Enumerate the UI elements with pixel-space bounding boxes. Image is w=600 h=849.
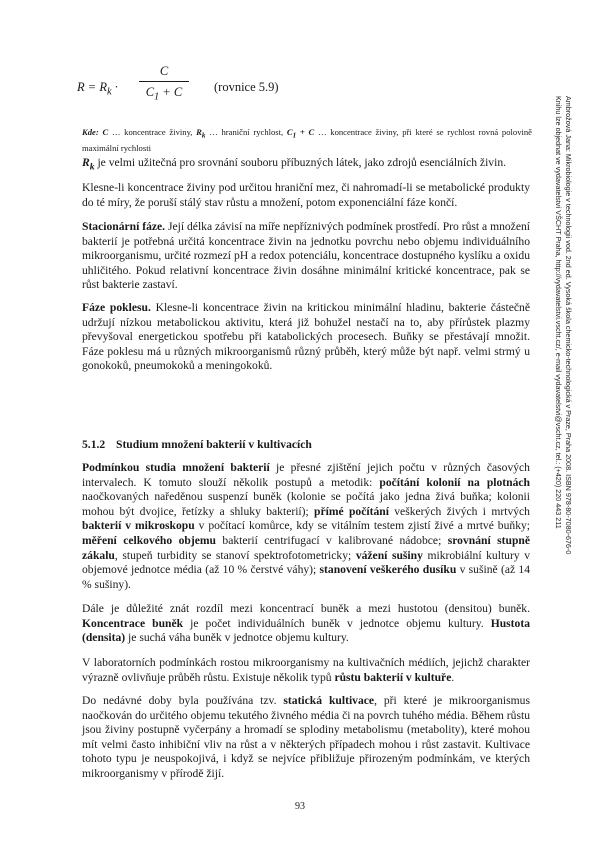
p5-t8: v sušině (až 14 % sušiny).	[82, 563, 530, 591]
side-note-line-2: Knihu lze objednat ve vydavatelství VŠCHT Praha, http://vydavatelstvi.vscht.cz/, e-mail vydavatelstvi@vscht.cz, tel.: (+420) 220 443 211	[554, 96, 563, 529]
equation-lhs-text: R = R	[77, 80, 107, 94]
equation-denominator-sub: 1	[154, 91, 160, 103]
p5-b6: srovnání stupně zákalu	[82, 533, 530, 562]
p1-rk-sub: k	[89, 161, 95, 173]
legend-rk-text: … hraniční rychlost,	[205, 127, 287, 137]
equation-denominator-text: C	[145, 85, 155, 99]
section-title: Studium množení bakterií v kultivacích	[116, 438, 312, 451]
p5-b1: Podmínkou studia množení bakterií	[82, 461, 270, 474]
p6-b1: Koncentrace buněk	[82, 616, 184, 630]
legend-c1-plus: + C	[296, 127, 315, 137]
legend-c1-text: … koncentrace živiny, při které se rychlost rovná polovině maximální rychlosti	[82, 127, 532, 153]
side-note-line-1: Ambrožová Jana: Mikrobiologie v technologii vod. 2nd ed. Vysoká škola chemicko-technologická v Praze, Praha 2008. ISBN 978-80-7080-676-0	[564, 96, 573, 555]
p4-text: Klesne-li koncentrace živin na kritickou minimální hladinu, bakterie částečně udržují nízkou metabolickou aktivitu, která již bohužel nestačí na to, aby přírůstek plazmy převyšoval energetickou spotřebu při katabolických procesech. Buňky se přestávají množit. Fáze poklesu má u různých mikroorganismů různý průběh, který může být např. velmi strmý u gonokoků, pneumokoků a meningokoků.	[82, 301, 530, 373]
p5-t1: je přesné zjištění jejich počtu v různých časových intervalech. K tomuto slouží několik postupů a metodik:	[82, 461, 530, 489]
paragraph-exponential-end: Klesne-li koncentrace živiny pod určitou hraniční mez, či nahromadí-li se metabolické produkty do té míry, že poruší stálý stav růstu a množení, potom exponenciální fáze končí.	[82, 181, 530, 209]
p5-b7: vážení sušiny	[355, 548, 423, 562]
p3-bold: Stacionární fáze.	[82, 220, 166, 233]
equation-denominator	[139, 82, 189, 103]
p5-b5: měření celkového objemu	[82, 533, 216, 547]
paragraph-concentration-density	[82, 602, 530, 646]
legend-c1-sub: 1	[292, 131, 297, 140]
p5-t7: mikrobiální kultury v objemové jednotce média (až 10 % čerstvé váhy);	[82, 548, 531, 577]
p7-t1: V laboratorních podmínkách rostou mikroorganismy na kultivačních médiích, jejichž charakter výrazně ovlivňuje průběh růstu. Existuje několik typů	[82, 656, 530, 684]
p5-b4: bakterií v mikroskopu	[82, 519, 195, 533]
p8-b1: statická kultivace	[283, 694, 375, 707]
p6-t1: Dále je důležité znát rozdíl mezi koncentrací buněk a mezi hustotou (densitou) buněk.	[82, 602, 530, 615]
p5-t4: v počítací komůrce, kdy se vitálním testem zjistí živé a mrtvé buňky;	[194, 519, 531, 533]
p8-t1: Do nedávné doby byla používána tzv.	[82, 694, 284, 707]
equation-denominator-rest: + C	[159, 85, 183, 99]
legend-rk: R	[196, 127, 202, 137]
p5-b3: přímé počítání	[314, 504, 389, 518]
p3-text: Její délka závisí na míře nepříznivých podmínek prostředí. Pro růst a množení bakterií je potřebná určitá koncentrace živin na jednotku povrchu nebo objemu individuálního mikroorganismu, určité rozmezí pH a redox potenciálu, koncentrace dostupného kyslíku a oxidu uhličitého. Pokud relativní koncentrace živin dosáhne minimální kritické koncentrace, pak se růst bakterie zastaví.	[82, 220, 530, 292]
p5-t6: , stupeň turbidity se stanoví spektrofotometricky;	[114, 548, 356, 562]
equation-number: (rovnice 5.9)	[214, 80, 279, 94]
equation-lhs-sub: k	[106, 86, 112, 98]
p1-rk: R	[82, 156, 90, 169]
p5-b8: stanovení veškerého dusíku	[319, 563, 457, 577]
legend-rk-sub: k	[201, 131, 206, 140]
legend-c-text: … koncentrace živiny,	[108, 127, 197, 137]
p5-b2: počítání kolonií na plotnách	[379, 475, 530, 489]
p4-bold: Fáze poklesu.	[82, 301, 151, 314]
p6-b2: Hustota (densita)	[82, 616, 530, 645]
paragraph-decline-phase	[82, 301, 530, 374]
p7-b1: růstu bakterií v kultuře	[334, 670, 452, 684]
equation-numerator: C	[159, 64, 169, 78]
p1-text: je velmi užitečná pro srovnání souboru příbuzných látek, jako zdrojů esenciálních živin.	[94, 156, 507, 169]
page-number: 93	[295, 801, 305, 812]
legend-kde: Kde:	[82, 127, 99, 137]
p8-t2: , při které je mikroorganismus naočkován do určitého objemu tekutého živného média či na povrch tuhého média. Během růstu jsou živiny postupně vyčerpány a hromadí se splodiny metabolismu (metabolity), které mohou mít velmi často inhibiční vliv na růst a v některých případech mohou i růst zastavit. Kultivace tohoto typu je neuspokojivá, i když se nejvíce přibližuje přirozeným podmínkám, ve kterých mikroorganismy v přírodě žijí.	[82, 694, 530, 780]
section-heading	[82, 438, 312, 451]
paragraph-rk	[82, 156, 530, 175]
side-copyright-note	[551, 96, 573, 686]
p6-t3: je suchá váha buněk v jednotce objemu kultury.	[125, 631, 349, 645]
equation-legend	[82, 126, 532, 154]
paragraph-culture-growth	[82, 656, 530, 685]
side-note-rotated	[553, 96, 573, 554]
legend-c: C	[102, 127, 109, 137]
p7-t2: .	[451, 670, 455, 684]
p5-t5: bakterií centrifugací v kalibrované nádobce;	[215, 533, 448, 547]
equation-dot: ·	[111, 80, 118, 94]
p6-t2: je počet individuálních buněk v jednotce objemu kultury.	[183, 616, 491, 630]
paragraph-stationary-phase	[82, 220, 530, 293]
equation-fraction	[139, 64, 189, 103]
paragraph-static-cultivation	[82, 694, 530, 782]
equation-lhs	[77, 80, 118, 98]
p5-t2: naočkovaných naředěnou suspenzí buněk (kolonie se počítá jako jedna živá buňka; kolonii mohou být dvojice, řetízky a shluky bakterií);	[82, 490, 530, 518]
legend-c1: C	[286, 127, 293, 137]
p5-t3: veškerých živých i mrtvých	[388, 504, 530, 518]
section-number: 5.1.2	[82, 438, 106, 451]
paragraph-study-methods	[82, 461, 530, 592]
